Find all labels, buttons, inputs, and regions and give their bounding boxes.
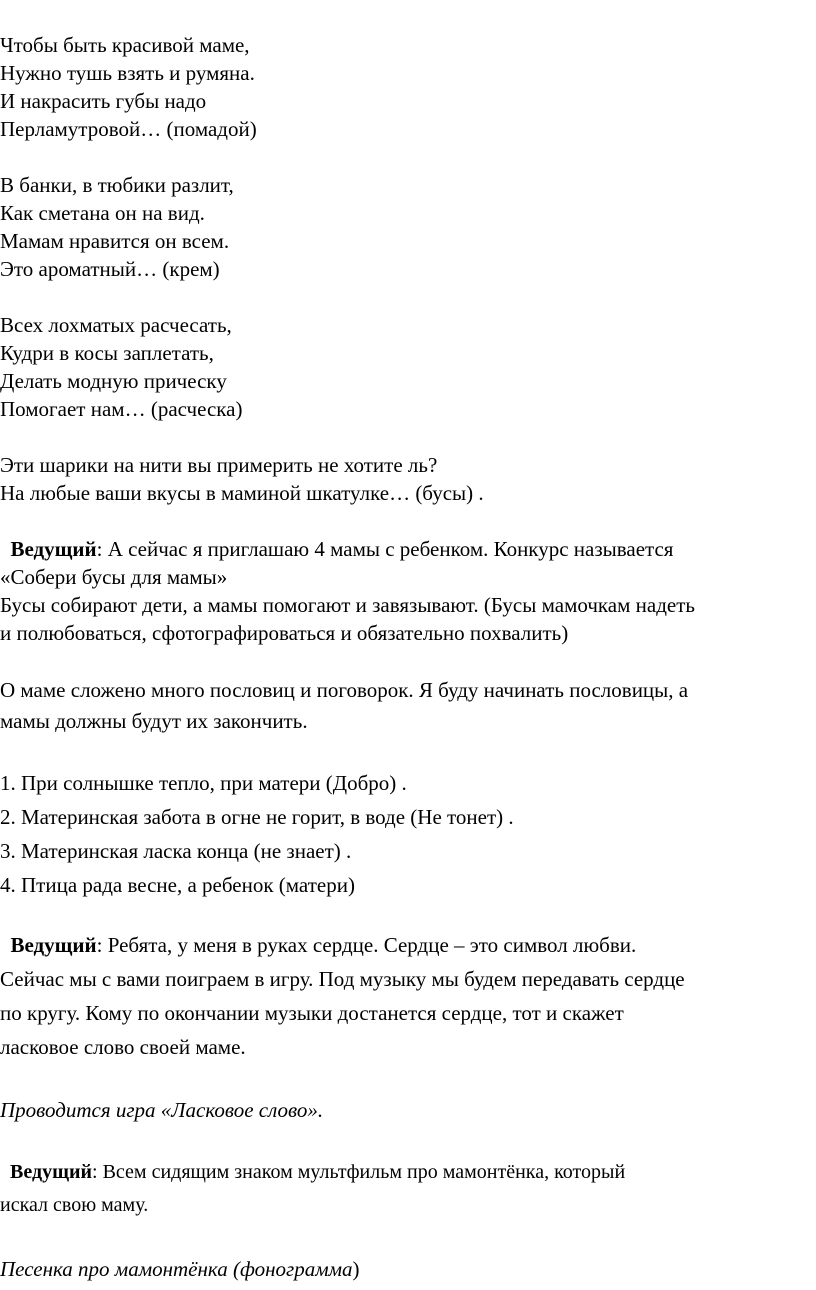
riddle-2-line-2: Как сметана он на вид. xyxy=(0,201,205,225)
cartoon-paragraph-line-1 xyxy=(0,1158,625,1186)
riddle-3-line-1: Всех лохматых расчесать, xyxy=(0,313,232,337)
contest-paragraph-line-4: и полюбоваться, сфотографироваться и обязательно похвалить) xyxy=(0,621,569,645)
riddle-1-line-2: Нужно тушь взять и румяна. xyxy=(0,61,255,85)
riddle-3-line-2: Кудри в косы заплетать, xyxy=(0,341,214,365)
game-paragraph-line-2: Сейчас мы с вами поиграем в игру. Под музыку мы будем передавать сердце xyxy=(0,967,685,991)
game-paragraph-line-4: ласковое слово своей маме. xyxy=(0,1035,246,1059)
proverb-item-1: 1. При солнышке тепло, при матери (Добро) . xyxy=(0,771,407,795)
riddle-2-line-3: Мамам нравится он всем. xyxy=(0,229,230,253)
contest-paragraph-line-1 xyxy=(0,535,673,563)
speaker-label: Ведущий xyxy=(10,1161,93,1183)
song-note-close: ) xyxy=(352,1257,360,1281)
game-paragraph-line-1 xyxy=(0,931,636,959)
song-note xyxy=(0,1255,360,1283)
game-paragraph-line-3: по кругу. Кому по окончании музыки достанется сердце, тот и скажет xyxy=(0,1001,624,1025)
game-text-1: : Ребята, у меня в руках сердце. Сердце – это символ любви. xyxy=(96,933,637,957)
cartoon-text-1: : Всем сидящим знаком мультфильм про мамонтёнка, который xyxy=(92,1161,626,1183)
proverbs-intro-line-1: О маме сложено много пословиц и поговорок. Я буду начинать пословицы, а xyxy=(0,678,689,702)
riddle-1-line-4: Перламутровой… (помадой) xyxy=(0,117,257,141)
riddle-3-line-3: Делать модную прическу xyxy=(0,369,227,393)
riddle-4-line-2: На любые ваши вкусы в маминой шкатулке… (бусы) . xyxy=(0,481,484,505)
proverb-item-2: 2. Материнская забота в огне не горит, в воде (Не тонет) . xyxy=(0,805,514,829)
riddle-2-line-1: В банки, в тюбики разлит, xyxy=(0,173,234,197)
riddle-3-line-4: Помогает нам… (расческа) xyxy=(0,397,243,421)
contest-paragraph-line-2: «Собери бусы для мамы» xyxy=(0,565,228,589)
riddle-1-line-1: Чтобы быть красивой маме, xyxy=(0,33,250,57)
proverb-item-4: 4. Птица рада весне, а ребенок (матери) xyxy=(0,873,355,897)
proverbs-intro-line-2: мамы должны будут их закончить. xyxy=(0,709,308,733)
cartoon-paragraph-line-2: искал свою маму. xyxy=(0,1194,149,1216)
contest-paragraph-line-3: Бусы собирают дети, а мамы помогают и завязывают. (Бусы мамочкам надеть xyxy=(0,593,695,617)
riddle-4-line-1: Эти шарики на нити вы примерить не хотите ль? xyxy=(0,453,438,477)
speaker-label: Ведущий xyxy=(10,933,97,957)
riddle-1-line-3: И накрасить губы надо xyxy=(0,89,207,113)
proverb-item-3: 3. Материнская ласка конца (не знает) . xyxy=(0,839,352,863)
song-note-text: Песенка про мамонтёнка (фонограмма xyxy=(0,1257,353,1281)
speaker-label: Ведущий xyxy=(10,537,97,561)
riddle-2-line-4: Это ароматный… (крем) xyxy=(0,257,220,281)
contest-text-1: : А сейчас я приглашаю 4 мамы с ребенком. Конкурс называется xyxy=(96,537,674,561)
game-note: Проводится игра «Ласковое слово». xyxy=(0,1098,324,1122)
